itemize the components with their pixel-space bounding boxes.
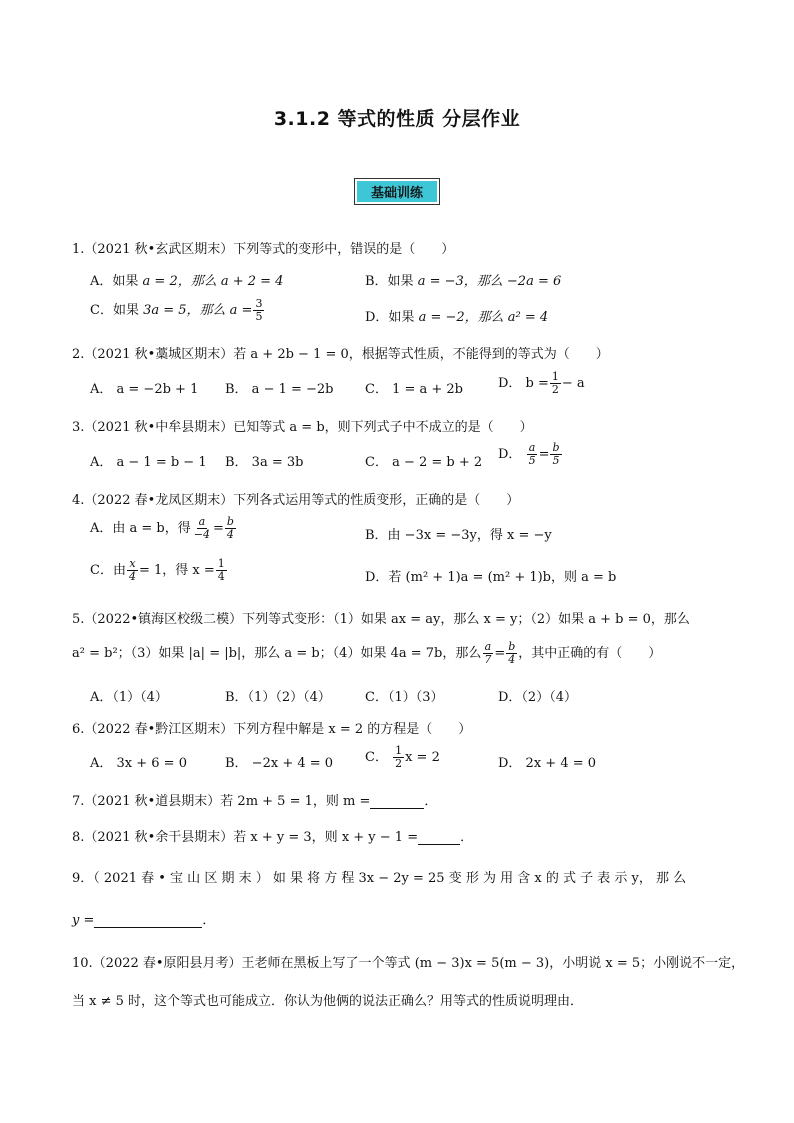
q5-fraction-left xyxy=(482,641,493,666)
fraction-numerator: a xyxy=(484,640,492,653)
q4-option-c xyxy=(90,558,228,583)
question-9-line-2 xyxy=(72,909,215,928)
q7-stem: 7.（2021 秋•道县期末）若 2m + 5 = 1，则 m = xyxy=(72,794,371,809)
q3-option-d-label: D． xyxy=(498,447,522,463)
q9-line-2-start: y = xyxy=(72,913,95,928)
q4-option-a: A．由 a = b，得 $\frac{a}{-4}$ = $\frac{b}{4}$ xyxy=(90,515,234,542)
question-10-line-1: 10.（2022 春•原阳县月考）王老师在黑板上写了一个等式 (m − 3)x = 5(m − 3)，小明说 x = 5；小刚说不一定， xyxy=(72,956,745,971)
q1-option-b-math: a = −3，那么 −2a = 6 xyxy=(417,274,562,289)
q1-option-a xyxy=(90,270,283,289)
question-9-line-1: 9．（ 2021 春 • 宝 山 区 期 末 ） 如 果 将 方 程 3x − 2y = 25 变 形 为 用 含 x 的 式 子 表 示 y， 那 么 xyxy=(72,871,687,886)
fraction-denominator: 5 xyxy=(255,310,263,324)
question-6-stem: 6.（2022 春•黔江区期末）下列方程中解是 x = 2 的方程是（ ） xyxy=(72,722,472,737)
q6-option-c xyxy=(365,745,440,770)
q4-option-a-fraction-right xyxy=(225,516,236,541)
q4-option-a-fraction-left xyxy=(192,516,212,541)
q5-option-c: C．（1）（3） xyxy=(365,690,444,705)
section-badge-label: 基础训练 xyxy=(357,181,437,202)
fraction-denominator: 2 xyxy=(395,757,403,771)
q5-option-a: A．（1）（4） xyxy=(90,690,168,705)
q3-option-d: D． $\frac{a}{5}$ = $\frac{b}{5}$ xyxy=(498,441,560,468)
q9-answer-blank xyxy=(94,913,202,928)
fraction-denominator: −4 xyxy=(193,528,210,542)
fraction-denominator: 4 xyxy=(128,570,136,584)
q2-option-b: B． a − 1 = −2b xyxy=(225,382,334,397)
fraction-numerator: a xyxy=(198,515,206,528)
q2-option-a: A． a = −2b + 1 xyxy=(90,382,199,397)
fraction-denominator: 5 xyxy=(528,454,536,468)
q4-option-b: B．由 −3x = −3y，得 x = −y xyxy=(365,528,552,543)
q2-option-c: C． 1 = a + 2b xyxy=(365,382,464,397)
fraction-numerator: 3 xyxy=(255,297,263,310)
q1-option-a-math: a = 2，那么 a + 2 = 4 xyxy=(142,274,284,289)
fraction-numerator: a xyxy=(528,441,536,454)
q4-option-c-middle: = 1，得 x = xyxy=(138,563,215,579)
q1-option-a-label: A．如果 xyxy=(90,274,139,289)
q1-option-d xyxy=(365,306,548,325)
q1-option-d-label: D．如果 xyxy=(365,310,415,325)
fraction-denominator: 4 xyxy=(226,528,234,542)
q2-option-d-label: D． b = xyxy=(498,376,549,392)
q4-option-c-fraction-left xyxy=(127,558,138,583)
q5-option-b: B．（1）（2）（4） xyxy=(225,690,331,705)
fraction-denominator: 4 xyxy=(217,570,225,584)
q8-answer-blank xyxy=(418,830,460,845)
fraction-numerator: b xyxy=(226,515,234,528)
question-7 xyxy=(72,790,437,809)
q6-option-b: B． −2x + 4 = 0 xyxy=(225,756,334,771)
q3-option-c: C． a − 2 = b + 2 xyxy=(365,455,483,470)
q5-line-2-end: ，其中正确的有（ ） xyxy=(518,646,662,662)
q8-stem: 8.（2021 秋•余干县期末）若 x + y = 3，则 x + y − 1 = xyxy=(72,830,419,845)
q1-option-b-label: B．如果 xyxy=(365,274,414,289)
q1-option-c-label: C．如果 xyxy=(90,303,139,319)
q7-answer-blank xyxy=(370,794,424,809)
fraction-numerator: 1 xyxy=(217,557,225,570)
q1-option-c xyxy=(90,298,265,323)
q6-option-a: A． 3x + 6 = 0 xyxy=(90,756,187,771)
question-1-stem: 1.（2021 秋•玄武区期末）下列等式的变形中，错误的是（ ） xyxy=(72,242,455,257)
fraction-numerator: 1 xyxy=(551,370,559,383)
question-2-stem: 2.（2021 秋•藁城区期末）若 a + 2b − 1 = 0，根据等式性质，不能得到的等式为（ ） xyxy=(72,347,609,362)
fraction-numerator: x xyxy=(129,557,136,570)
question-4-stem: 4.（2022 春•龙凤区期末）下列各式运用等式的性质变形，正确的是（ ） xyxy=(72,493,520,508)
q4-option-d: D．若 (m² + 1)a = (m² + 1)b，则 a = b xyxy=(365,570,617,585)
q6-option-c-label: C． xyxy=(365,750,388,766)
fraction-numerator: b xyxy=(508,640,516,653)
fraction-denominator: 5 xyxy=(552,454,560,468)
question-10-line-2: 当 x ≠ 5 时，这个等式也可能成立．你认为他俩的说法正确么？用等式的性质说明理由． xyxy=(72,994,584,1009)
q3-option-d-fraction-right xyxy=(550,442,561,467)
q2-option-d xyxy=(498,371,585,396)
q3-option-b: B． 3a = 3b xyxy=(225,455,304,470)
q2-option-d-tail: − a xyxy=(561,376,585,392)
q4-option-c-fraction-right xyxy=(216,558,227,583)
q9-end-mark: ． xyxy=(202,913,216,928)
question-5-line-2: a² = b²；（3）如果 |a| = |b|，那么 a = b；（4）如果 4a = 7b，那么 $\frac{a}{7}$ = $\frac{b}{4}$ ，其中正确的有（ ） xyxy=(72,640,662,667)
fraction-numerator: 1 xyxy=(395,744,403,757)
fraction-denominator: 7 xyxy=(484,653,492,667)
q3-option-a: A． a − 1 = b − 1 xyxy=(90,455,207,470)
q4-option-a-label: A．由 a = b，得 xyxy=(90,521,191,537)
question-8 xyxy=(72,826,473,845)
fraction-numerator: b xyxy=(552,441,560,454)
q8-end-mark: ． xyxy=(460,830,474,845)
page-title: 3.1.2 等式的性质 分层作业 xyxy=(273,108,521,130)
q5-option-d: D．（2）（4） xyxy=(498,690,577,705)
q5-line-2-start: a² = b²；（3）如果 |a| = |b|，那么 a = b；（4）如果 4a = 7b，那么 xyxy=(72,646,482,662)
q3-option-d-fraction-left xyxy=(527,442,538,467)
q6-option-c-tail: x = 2 xyxy=(405,750,440,766)
q1-option-c-fraction xyxy=(253,298,264,323)
q5-fraction-right xyxy=(506,641,517,666)
q6-option-d: D． 2x + 4 = 0 xyxy=(498,756,597,771)
q4-option-c-label: C．由 xyxy=(90,563,126,579)
q1-option-d-math: a = −2，那么 a² = 4 xyxy=(418,310,549,325)
q7-end-mark: ． xyxy=(424,794,438,809)
q1-option-c-math: 3a = 5，那么 a = xyxy=(143,303,253,319)
fraction-denominator: 2 xyxy=(551,383,559,397)
q2-option-d-fraction xyxy=(550,371,561,396)
section-badge-wrap xyxy=(0,178,794,205)
q6-option-c-fraction xyxy=(393,745,404,770)
question-3-stem: 3.（2021 秋•中牟县期末）已知等式 a = b，则下列式子中不成立的是（ ） xyxy=(72,420,533,435)
question-5-line-1: 5.（2022•镇海区校级二模）下列等式变形：（1）如果 ax = ay，那么 x = y；（2）如果 a + b = 0，那么 xyxy=(72,612,690,627)
section-badge xyxy=(354,178,440,205)
q1-option-b xyxy=(365,270,561,289)
fraction-denominator: 4 xyxy=(508,653,516,667)
